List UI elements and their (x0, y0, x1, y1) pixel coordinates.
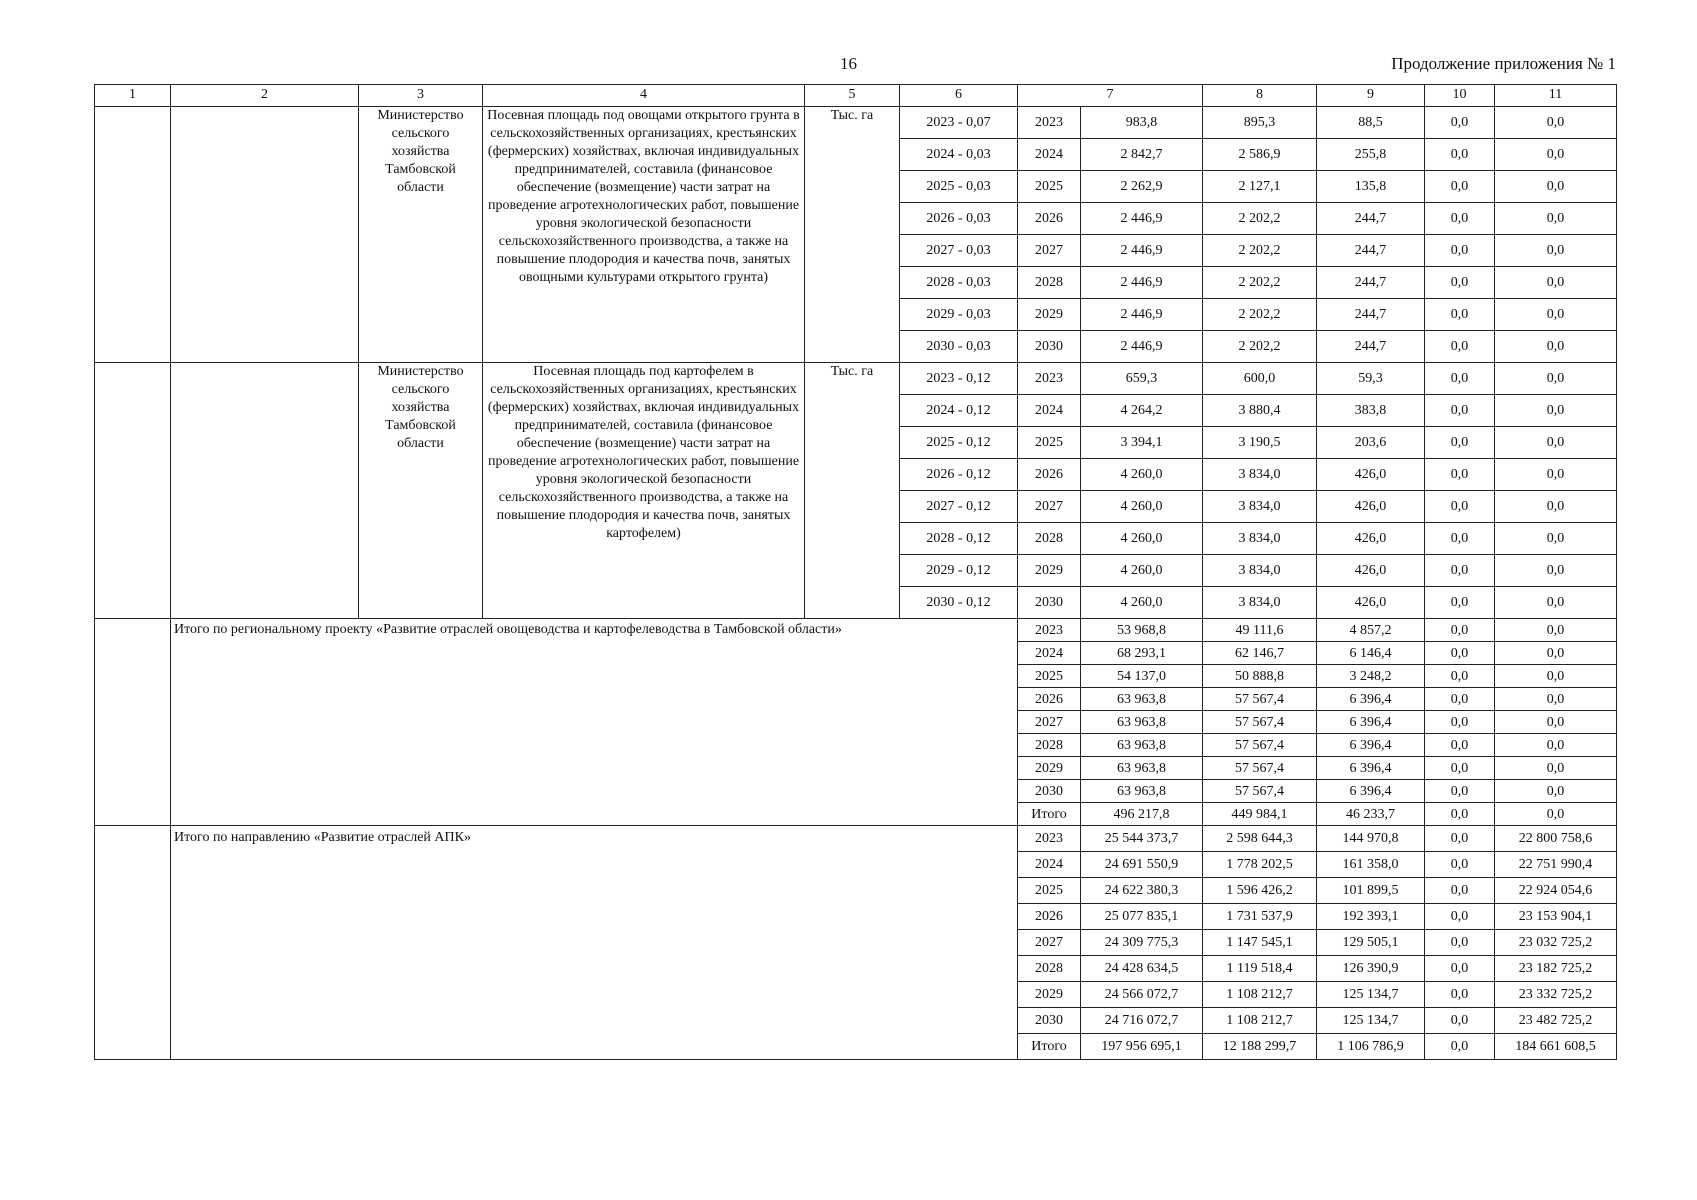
value-cell-c11: 23 153 904,1 (1495, 904, 1617, 930)
target-value-cell: 2024 - 0,03 (900, 139, 1018, 171)
value-cell-c9: 1 106 786,9 (1317, 1034, 1425, 1060)
value-cell-c8: 1 596 426,2 (1203, 878, 1317, 904)
value-cell-c9: 244,7 (1317, 235, 1425, 267)
target-value-cell: 2026 - 0,03 (900, 203, 1018, 235)
value-cell-c7: 4 260,0 (1081, 491, 1203, 523)
value-cell-c10: 0,0 (1425, 780, 1495, 803)
col-header-9: 9 (1317, 85, 1425, 107)
value-cell-c10: 0,0 (1425, 878, 1495, 904)
cell-col1 (95, 107, 171, 363)
value-cell-c10: 0,0 (1425, 956, 1495, 982)
value-cell-c10: 0,0 (1425, 688, 1495, 711)
value-cell-c9: 203,6 (1317, 427, 1425, 459)
value-cell-c7: 25 544 373,7 (1081, 826, 1203, 852)
value-cell-c11: 0,0 (1495, 555, 1617, 587)
value-cell-c7: 54 137,0 (1081, 665, 1203, 688)
value-cell-c11: 23 482 725,2 (1495, 1008, 1617, 1034)
target-value-cell: 2026 - 0,12 (900, 459, 1018, 491)
value-cell-c9: 161 358,0 (1317, 852, 1425, 878)
value-cell-c10: 0,0 (1425, 982, 1495, 1008)
value-cell-c10: 0,0 (1425, 803, 1495, 826)
value-cell-c9: 426,0 (1317, 523, 1425, 555)
value-cell-c10: 0,0 (1425, 619, 1495, 642)
col-header-6: 6 (900, 85, 1018, 107)
value-cell-c8: 1 778 202,5 (1203, 852, 1317, 878)
year-cell: 2028 (1018, 734, 1081, 757)
value-cell-c9: 426,0 (1317, 491, 1425, 523)
value-cell-c9: 255,8 (1317, 139, 1425, 171)
target-value-cell: 2028 - 0,03 (900, 267, 1018, 299)
year-cell: 2023 (1018, 363, 1081, 395)
year-cell: 2027 (1018, 930, 1081, 956)
value-cell-c11: 0,0 (1495, 711, 1617, 734)
cell-col1 (95, 619, 171, 826)
total-label: Итого по направлению «Развитие отраслей АПК» (171, 826, 1018, 1060)
value-cell-c7: 68 293,1 (1081, 642, 1203, 665)
year-cell: 2029 (1018, 982, 1081, 1008)
value-cell-c11: 0,0 (1495, 395, 1617, 427)
value-cell-c11: 0,0 (1495, 523, 1617, 555)
target-value-cell: 2027 - 0,12 (900, 491, 1018, 523)
value-cell-c8: 3 834,0 (1203, 459, 1317, 491)
col-header-7: 7 (1018, 85, 1203, 107)
target-value-cell: 2030 - 0,12 (900, 587, 1018, 619)
value-cell-c9: 125 134,7 (1317, 982, 1425, 1008)
value-cell-c10: 0,0 (1425, 331, 1495, 363)
target-value-cell: 2029 - 0,03 (900, 299, 1018, 331)
col-header-5: 5 (805, 85, 900, 107)
unit-cell: Тыс. га (805, 363, 900, 619)
year-cell: 2028 (1018, 523, 1081, 555)
value-cell-c7: 983,8 (1081, 107, 1203, 139)
value-cell-c7: 63 963,8 (1081, 734, 1203, 757)
year-cell: 2023 (1018, 619, 1081, 642)
value-cell-c9: 383,8 (1317, 395, 1425, 427)
value-cell-c11: 0,0 (1495, 107, 1617, 139)
value-cell-c10: 0,0 (1425, 427, 1495, 459)
value-cell-c8: 2 202,2 (1203, 235, 1317, 267)
value-cell-c7: 4 260,0 (1081, 523, 1203, 555)
value-cell-c11: 22 800 758,6 (1495, 826, 1617, 852)
value-cell-c10: 0,0 (1425, 139, 1495, 171)
value-cell-c9: 126 390,9 (1317, 956, 1425, 982)
value-cell-c9: 59,3 (1317, 363, 1425, 395)
value-cell-c8: 3 834,0 (1203, 587, 1317, 619)
value-cell-c11: 0,0 (1495, 780, 1617, 803)
value-cell-c9: 6 396,4 (1317, 734, 1425, 757)
continuation-caption: Продолжение приложения № 1 (1391, 54, 1616, 73)
value-cell-c11: 0,0 (1495, 203, 1617, 235)
value-cell-c11: 0,0 (1495, 665, 1617, 688)
value-cell-c8: 12 188 299,7 (1203, 1034, 1317, 1060)
value-cell-c7: 63 963,8 (1081, 688, 1203, 711)
year-cell: 2030 (1018, 587, 1081, 619)
value-cell-c9: 46 233,7 (1317, 803, 1425, 826)
year-cell: Итого (1018, 803, 1081, 826)
year-cell: 2024 (1018, 139, 1081, 171)
target-value-cell: 2027 - 0,03 (900, 235, 1018, 267)
value-cell-c10: 0,0 (1425, 523, 1495, 555)
col-header-11: 11 (1495, 85, 1617, 107)
value-cell-c8: 49 111,6 (1203, 619, 1317, 642)
year-cell: 2026 (1018, 459, 1081, 491)
col-header-3: 3 (359, 85, 483, 107)
year-cell: 2030 (1018, 1008, 1081, 1034)
year-cell: 2029 (1018, 555, 1081, 587)
year-cell: 2024 (1018, 852, 1081, 878)
value-cell-c7: 25 077 835,1 (1081, 904, 1203, 930)
value-cell-c7: 24 566 072,7 (1081, 982, 1203, 1008)
value-cell-c8: 2 202,2 (1203, 267, 1317, 299)
value-cell-c8: 3 190,5 (1203, 427, 1317, 459)
value-cell-c8: 1 731 537,9 (1203, 904, 1317, 930)
value-cell-c7: 24 428 634,5 (1081, 956, 1203, 982)
value-cell-c11: 23 032 725,2 (1495, 930, 1617, 956)
year-cell: 2023 (1018, 826, 1081, 852)
cell-col1 (95, 826, 171, 1060)
value-cell-c7: 63 963,8 (1081, 711, 1203, 734)
col-header-1: 1 (95, 85, 171, 107)
value-cell-c10: 0,0 (1425, 665, 1495, 688)
value-cell-c8: 3 880,4 (1203, 395, 1317, 427)
value-cell-c8: 600,0 (1203, 363, 1317, 395)
value-cell-c11: 22 924 054,6 (1495, 878, 1617, 904)
value-cell-c11: 0,0 (1495, 427, 1617, 459)
value-cell-c7: 2 446,9 (1081, 267, 1203, 299)
year-cell: 2026 (1018, 688, 1081, 711)
value-cell-c9: 88,5 (1317, 107, 1425, 139)
value-cell-c10: 0,0 (1425, 235, 1495, 267)
indicator-description: Посевная площадь под овощами открытого грунта в сельскохозяйственных организациях, крестьянских (фермерских) хозяйствах, включая индивидуальных предпринимателей, составила (финансовое обеспечение (возмещение) части затрат на проведение агротехнологических работ, повышение уровня экологической безопасности сельскохозяйственного производства, а также на повышение плодородия и качества почв, занятых овощными культурами открытого грунта) (483, 107, 805, 363)
value-cell-c11: 22 751 990,4 (1495, 852, 1617, 878)
value-cell-c11: 0,0 (1495, 734, 1617, 757)
year-cell: Итого (1018, 1034, 1081, 1060)
value-cell-c10: 0,0 (1425, 299, 1495, 331)
cell-col1 (95, 363, 171, 619)
value-cell-c11: 0,0 (1495, 267, 1617, 299)
value-cell-c7: 659,3 (1081, 363, 1203, 395)
value-cell-c7: 24 716 072,7 (1081, 1008, 1203, 1034)
value-cell-c9: 192 393,1 (1317, 904, 1425, 930)
value-cell-c8: 1 108 212,7 (1203, 982, 1317, 1008)
target-value-cell: 2030 - 0,03 (900, 331, 1018, 363)
year-cell: 2026 (1018, 203, 1081, 235)
value-cell-c10: 0,0 (1425, 395, 1495, 427)
year-cell: 2027 (1018, 711, 1081, 734)
ministry-cell: Министерство сельского хозяйства Тамбовской области (359, 363, 483, 619)
value-cell-c8: 1 119 518,4 (1203, 956, 1317, 982)
value-cell-c10: 0,0 (1425, 642, 1495, 665)
value-cell-c9: 6 396,4 (1317, 711, 1425, 734)
col-header-10: 10 (1425, 85, 1495, 107)
value-cell-c11: 0,0 (1495, 171, 1617, 203)
value-cell-c8: 57 567,4 (1203, 780, 1317, 803)
table-row (95, 363, 1617, 395)
value-cell-c10: 0,0 (1425, 904, 1495, 930)
value-cell-c8: 2 598 644,3 (1203, 826, 1317, 852)
value-cell-c7: 197 956 695,1 (1081, 1034, 1203, 1060)
value-cell-c9: 6 146,4 (1317, 642, 1425, 665)
value-cell-c10: 0,0 (1425, 1008, 1495, 1034)
table-row (95, 107, 1617, 139)
value-cell-c8: 1 108 212,7 (1203, 1008, 1317, 1034)
value-cell-c11: 0,0 (1495, 331, 1617, 363)
value-cell-c7: 2 446,9 (1081, 235, 1203, 267)
value-cell-c9: 6 396,4 (1317, 688, 1425, 711)
value-cell-c9: 129 505,1 (1317, 930, 1425, 956)
target-value-cell: 2023 - 0,07 (900, 107, 1018, 139)
year-cell: 2030 (1018, 780, 1081, 803)
value-cell-c11: 23 182 725,2 (1495, 956, 1617, 982)
value-cell-c8: 57 567,4 (1203, 711, 1317, 734)
value-cell-c7: 3 394,1 (1081, 427, 1203, 459)
year-cell: 2026 (1018, 904, 1081, 930)
value-cell-c11: 0,0 (1495, 688, 1617, 711)
value-cell-c11: 0,0 (1495, 491, 1617, 523)
value-cell-c11: 23 332 725,2 (1495, 982, 1617, 1008)
value-cell-c7: 2 446,9 (1081, 203, 1203, 235)
value-cell-c11: 184 661 608,5 (1495, 1034, 1617, 1060)
value-cell-c7: 2 446,9 (1081, 299, 1203, 331)
value-cell-c8: 449 984,1 (1203, 803, 1317, 826)
column-number-row (95, 85, 1617, 107)
year-cell: 2025 (1018, 427, 1081, 459)
value-cell-c7: 24 622 380,3 (1081, 878, 1203, 904)
value-cell-c9: 135,8 (1317, 171, 1425, 203)
value-cell-c10: 0,0 (1425, 171, 1495, 203)
cell-col2 (171, 107, 359, 363)
value-cell-c7: 63 963,8 (1081, 757, 1203, 780)
value-cell-c10: 0,0 (1425, 555, 1495, 587)
value-cell-c10: 0,0 (1425, 1034, 1495, 1060)
value-cell-c7: 2 842,7 (1081, 139, 1203, 171)
value-cell-c8: 2 202,2 (1203, 203, 1317, 235)
target-value-cell: 2025 - 0,03 (900, 171, 1018, 203)
year-cell: 2028 (1018, 267, 1081, 299)
year-cell: 2024 (1018, 395, 1081, 427)
value-cell-c11: 0,0 (1495, 139, 1617, 171)
value-cell-c7: 63 963,8 (1081, 780, 1203, 803)
value-cell-c8: 57 567,4 (1203, 734, 1317, 757)
value-cell-c8: 2 127,1 (1203, 171, 1317, 203)
indicator-description: Посевная площадь под картофелем в сельскохозяйственных организациях, крестьянских (фермерских) хозяйствах, включая индивидуальных предпринимателей, составила (финансовое обеспечение (возмещение) части затрат на проведение агротехнологических работ, повышение уровня экологической безопасности сельскохозяйственного производства, а также на повышение плодородия и качества почв, занятых картофелем) (483, 363, 805, 619)
col-header-2: 2 (171, 85, 359, 107)
value-cell-c11: 0,0 (1495, 299, 1617, 331)
value-cell-c7: 53 968,8 (1081, 619, 1203, 642)
year-cell: 2030 (1018, 331, 1081, 363)
value-cell-c11: 0,0 (1495, 619, 1617, 642)
year-cell: 2027 (1018, 235, 1081, 267)
value-cell-c10: 0,0 (1425, 363, 1495, 395)
value-cell-c8: 1 147 545,1 (1203, 930, 1317, 956)
value-cell-c8: 62 146,7 (1203, 642, 1317, 665)
value-cell-c9: 6 396,4 (1317, 780, 1425, 803)
value-cell-c8: 2 202,2 (1203, 299, 1317, 331)
appendix-table (94, 84, 1617, 1060)
value-cell-c7: 4 260,0 (1081, 555, 1203, 587)
value-cell-c8: 895,3 (1203, 107, 1317, 139)
value-cell-c8: 3 834,0 (1203, 555, 1317, 587)
target-value-cell: 2023 - 0,12 (900, 363, 1018, 395)
value-cell-c7: 24 691 550,9 (1081, 852, 1203, 878)
year-cell: 2025 (1018, 171, 1081, 203)
value-cell-c10: 0,0 (1425, 757, 1495, 780)
value-cell-c10: 0,0 (1425, 852, 1495, 878)
year-cell: 2029 (1018, 299, 1081, 331)
value-cell-c8: 3 834,0 (1203, 491, 1317, 523)
year-cell: 2024 (1018, 642, 1081, 665)
value-cell-c11: 0,0 (1495, 235, 1617, 267)
value-cell-c11: 0,0 (1495, 363, 1617, 395)
value-cell-c9: 4 857,2 (1317, 619, 1425, 642)
value-cell-c9: 144 970,8 (1317, 826, 1425, 852)
value-cell-c9: 426,0 (1317, 459, 1425, 491)
col-header-4: 4 (483, 85, 805, 107)
year-cell: 2025 (1018, 878, 1081, 904)
value-cell-c10: 0,0 (1425, 267, 1495, 299)
total-row (95, 619, 1617, 642)
value-cell-c9: 3 248,2 (1317, 665, 1425, 688)
value-cell-c10: 0,0 (1425, 491, 1495, 523)
value-cell-c9: 101 899,5 (1317, 878, 1425, 904)
value-cell-c7: 4 264,2 (1081, 395, 1203, 427)
value-cell-c10: 0,0 (1425, 734, 1495, 757)
value-cell-c8: 57 567,4 (1203, 688, 1317, 711)
target-value-cell: 2024 - 0,12 (900, 395, 1018, 427)
value-cell-c7: 4 260,0 (1081, 459, 1203, 491)
value-cell-c9: 244,7 (1317, 267, 1425, 299)
value-cell-c10: 0,0 (1425, 711, 1495, 734)
value-cell-c7: 2 262,9 (1081, 171, 1203, 203)
col-header-8: 8 (1203, 85, 1317, 107)
page-number: 16 (840, 54, 857, 73)
value-cell-c11: 0,0 (1495, 757, 1617, 780)
value-cell-c9: 244,7 (1317, 331, 1425, 363)
value-cell-c8: 57 567,4 (1203, 757, 1317, 780)
value-cell-c11: 0,0 (1495, 642, 1617, 665)
year-cell: 2023 (1018, 107, 1081, 139)
unit-cell: Тыс. га (805, 107, 900, 363)
cell-col2 (171, 363, 359, 619)
value-cell-c10: 0,0 (1425, 107, 1495, 139)
value-cell-c9: 244,7 (1317, 299, 1425, 331)
value-cell-c10: 0,0 (1425, 459, 1495, 491)
target-value-cell: 2025 - 0,12 (900, 427, 1018, 459)
value-cell-c10: 0,0 (1425, 203, 1495, 235)
value-cell-c8: 2 586,9 (1203, 139, 1317, 171)
ministry-cell: Министерство сельского хозяйства Тамбовской области (359, 107, 483, 363)
value-cell-c11: 0,0 (1495, 587, 1617, 619)
value-cell-c9: 244,7 (1317, 203, 1425, 235)
value-cell-c10: 0,0 (1425, 587, 1495, 619)
year-cell: 2025 (1018, 665, 1081, 688)
value-cell-c7: 4 260,0 (1081, 587, 1203, 619)
value-cell-c8: 3 834,0 (1203, 523, 1317, 555)
value-cell-c7: 24 309 775,3 (1081, 930, 1203, 956)
value-cell-c10: 0,0 (1425, 826, 1495, 852)
value-cell-c11: 0,0 (1495, 459, 1617, 491)
total-label: Итого по региональному проекту «Развитие отраслей овощеводства и картофелеводства в Тамбовской области» (171, 619, 1018, 826)
value-cell-c11: 0,0 (1495, 803, 1617, 826)
total-row (95, 826, 1617, 852)
year-cell: 2027 (1018, 491, 1081, 523)
target-value-cell: 2028 - 0,12 (900, 523, 1018, 555)
value-cell-c10: 0,0 (1425, 930, 1495, 956)
value-cell-c8: 2 202,2 (1203, 331, 1317, 363)
value-cell-c9: 6 396,4 (1317, 757, 1425, 780)
value-cell-c8: 50 888,8 (1203, 665, 1317, 688)
value-cell-c9: 125 134,7 (1317, 1008, 1425, 1034)
value-cell-c9: 426,0 (1317, 555, 1425, 587)
year-cell: 2029 (1018, 757, 1081, 780)
year-cell: 2028 (1018, 956, 1081, 982)
target-value-cell: 2029 - 0,12 (900, 555, 1018, 587)
value-cell-c9: 426,0 (1317, 587, 1425, 619)
value-cell-c7: 2 446,9 (1081, 331, 1203, 363)
value-cell-c7: 496 217,8 (1081, 803, 1203, 826)
